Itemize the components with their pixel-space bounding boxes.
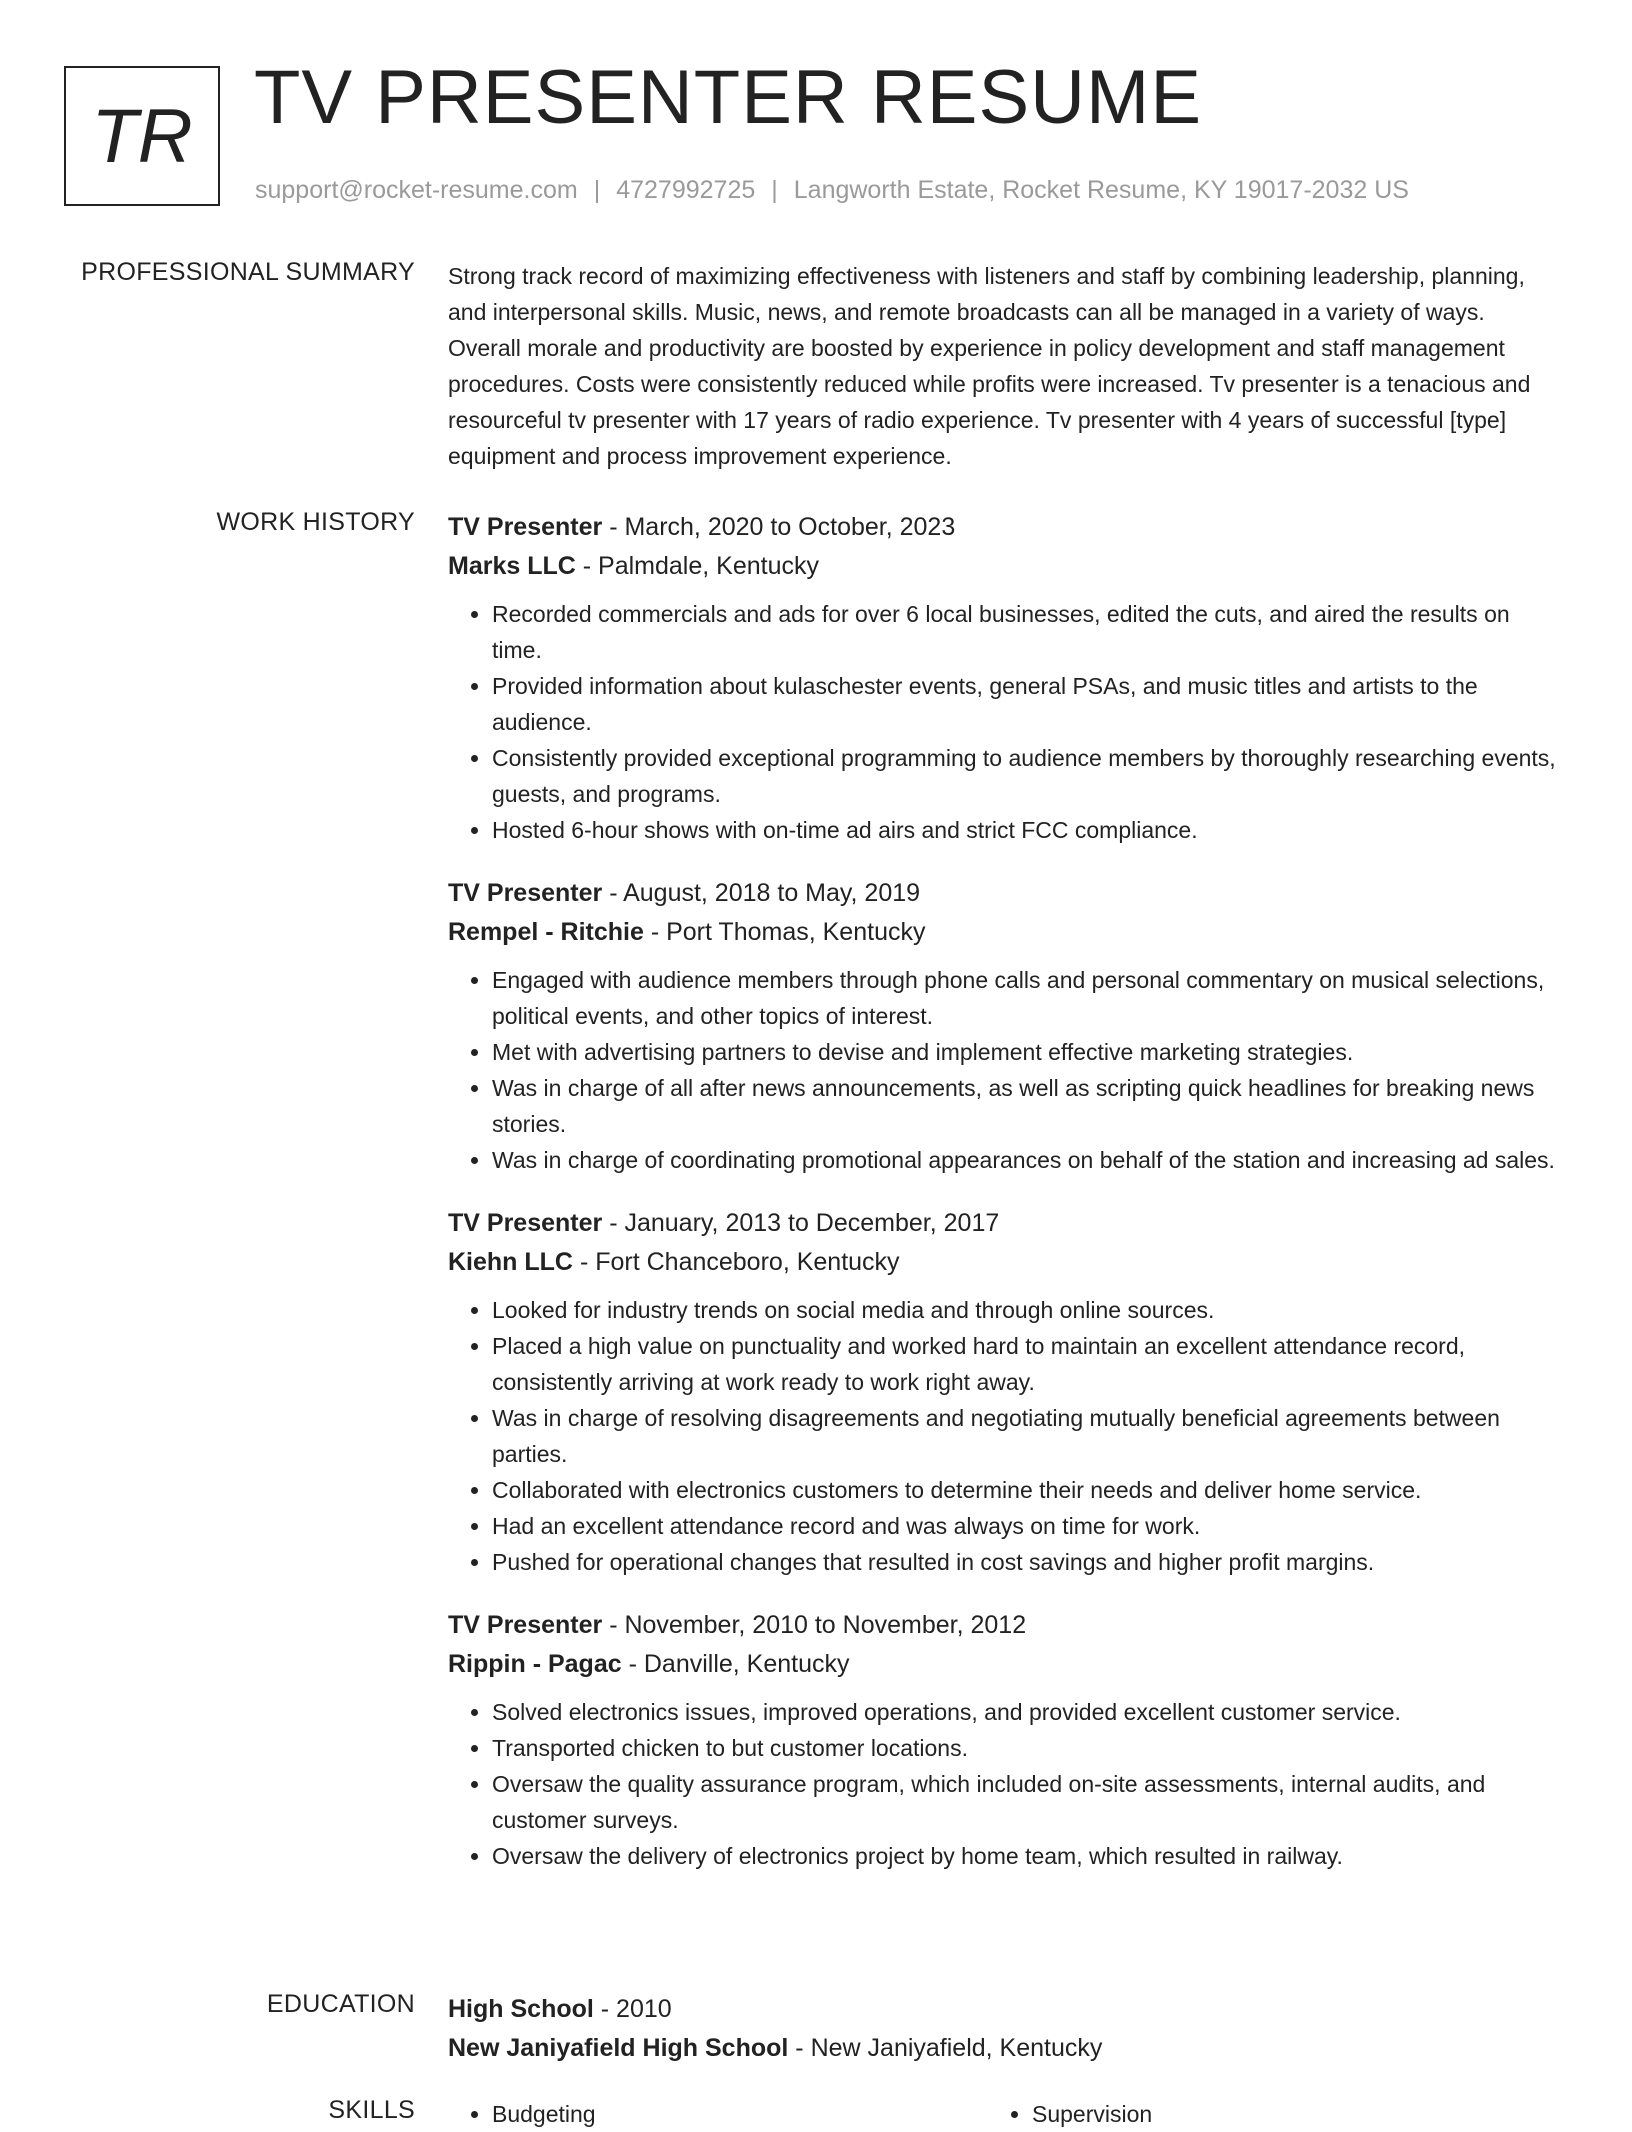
job-dates: - November, 2010 to November, 2012 — [602, 1611, 1027, 1639]
skills-list — [448, 2096, 1563, 2132]
job-title: TV Presenter — [448, 1209, 603, 1237]
work-history-label: WORK HISTORY — [216, 508, 415, 536]
job-company-line — [448, 1645, 1563, 1684]
summary-label: PROFESSIONAL SUMMARY — [81, 258, 415, 286]
job-title-line — [448, 1204, 1563, 1243]
job-bullet: • Transported chicken to but customer locations. — [492, 1730, 1563, 1766]
job-bullet: • Engaged with audience members through phone calls and personal commentary on musical selections, political events, and other topics of interest. — [492, 962, 1563, 1034]
job-bullets — [448, 596, 1563, 848]
job-bullet: • Had an excellent attendance record and was always on time for work. — [492, 1508, 1563, 1544]
job-company: Marks LLC — [448, 552, 576, 580]
job-title-line — [448, 1606, 1563, 1645]
job-title-line — [448, 874, 1563, 913]
summary-text: Strong track record of maximizing effectiveness with listeners and staff by combining leadership, planning, and interpersonal skills. Music, news, and remote broadcasts can all be managed in a variety of ways. Overall morale and productivity are boosted by experience in policy development and staff management procedures. Costs were consistently reduced while profits were increased. Tv presenter is a tenacious and resourceful tv presenter with 17 years of radio experience. Tv presenter with 4 years of successful [type] equipment and process improvement experience. — [448, 263, 1531, 469]
job-dates: - August, 2018 to May, 2019 — [602, 879, 921, 907]
contact-address: Langworth Estate, Rocket Resume, KY 19017-2032 US — [793, 176, 1409, 204]
job-title: TV Presenter — [448, 513, 603, 541]
job-bullet: • Oversaw the quality assurance program, which included on-site assessments, internal audits, and customer surveys. — [492, 1766, 1563, 1838]
job-bullet: • Was in charge of all after news announcements, as well as scripting quick headlines for breaking news stories. — [492, 1070, 1563, 1142]
job-location: - Fort Chanceboro, Kentucky — [573, 1248, 900, 1276]
job-company: Rippin - Pagac — [448, 1650, 622, 1678]
contact-phone: 4727992725 — [616, 176, 756, 204]
job-title-line — [448, 508, 1563, 547]
education-location: - New Janiyafield, Kentucky — [788, 2034, 1103, 2062]
job-bullets — [448, 1694, 1563, 1874]
job-location: - Danville, Kentucky — [621, 1650, 850, 1678]
skills-label: SKILLS — [328, 2096, 415, 2124]
job-dates: - January, 2013 to December, 2017 — [602, 1209, 1000, 1237]
resume-title: TV PRESENTER RESUME — [254, 55, 1203, 140]
contact-separator: | — [771, 176, 778, 204]
education-school: New Janiyafield High School — [448, 2034, 789, 2062]
contact-line — [255, 176, 1409, 205]
monogram-initials: TR — [91, 93, 193, 179]
monogram-logo — [64, 66, 220, 206]
job-entry — [448, 874, 1563, 1178]
job-company-line — [448, 913, 1563, 952]
job-bullet: • Oversaw the delivery of electronics project by home team, which resulted in railway. — [492, 1838, 1563, 1874]
job-bullet: • Hosted 6-hour shows with on-time ad airs and strict FCC compliance. — [492, 812, 1563, 848]
job-entry — [448, 508, 1563, 848]
job-bullet: • Consistently provided exceptional programming to audience members by thoroughly researching events, guests, and programs. — [492, 740, 1563, 812]
job-bullet: • Looked for industry trends on social media and through online sources. — [492, 1292, 1563, 1328]
job-title: TV Presenter — [448, 1611, 603, 1639]
skill-item: • Budgeting — [492, 2096, 1032, 2132]
job-bullet: • Collaborated with electronics customers to determine their needs and deliver home service. — [492, 1472, 1563, 1508]
contact-email: support@rocket-resume.com — [255, 176, 578, 204]
job-title: TV Presenter — [448, 879, 603, 907]
contact-separator: | — [593, 176, 601, 204]
job-bullet: • Provided information about kulaschester events, general PSAs, and music titles and artists to the audience. — [492, 668, 1563, 740]
job-bullets — [448, 962, 1563, 1178]
job-location: - Port Thomas, Kentucky — [643, 918, 926, 946]
job-bullet: • Was in charge of coordinating promotional appearances on behalf of the station and increasing ad sales. — [492, 1142, 1563, 1178]
education-degree-line — [448, 1990, 1563, 2029]
skill-item: • Supervision — [1032, 2096, 1152, 2132]
job-company: Kiehn LLC — [448, 1248, 573, 1276]
job-company-line — [448, 1243, 1563, 1282]
job-bullet: • Was in charge of resolving disagreements and negotiating mutually beneficial agreements between parties. — [492, 1400, 1563, 1472]
work-history-list — [448, 508, 1563, 1900]
education-year: - 2010 — [593, 1995, 672, 2023]
job-bullet: • Solved electronics issues, improved operations, and provided excellent customer service. — [492, 1694, 1563, 1730]
job-entry — [448, 1606, 1563, 1874]
job-location: - Palmdale, Kentucky — [575, 552, 819, 580]
job-bullet: • Placed a high value on punctuality and worked hard to maintain an excellent attendance record, consistently arriving at work ready to work right away. — [492, 1328, 1563, 1400]
job-dates: - March, 2020 to October, 2023 — [602, 513, 956, 541]
job-bullets — [448, 1292, 1563, 1580]
job-company-line — [448, 547, 1563, 586]
education-label: EDUCATION — [266, 1990, 415, 2018]
education-school-line — [448, 2029, 1563, 2068]
education-degree: High School — [448, 1995, 594, 2023]
job-bullet: • Pushed for operational changes that resulted in cost savings and higher profit margins. — [492, 1544, 1563, 1580]
job-company: Rempel - Ritchie — [448, 918, 644, 946]
job-bullet: • Met with advertising partners to devise and implement effective marketing strategies. — [492, 1034, 1563, 1070]
job-bullet: • Recorded commercials and ads for over 6 local businesses, edited the cuts, and aired the results on time. — [492, 596, 1563, 668]
job-entry — [448, 1204, 1563, 1580]
